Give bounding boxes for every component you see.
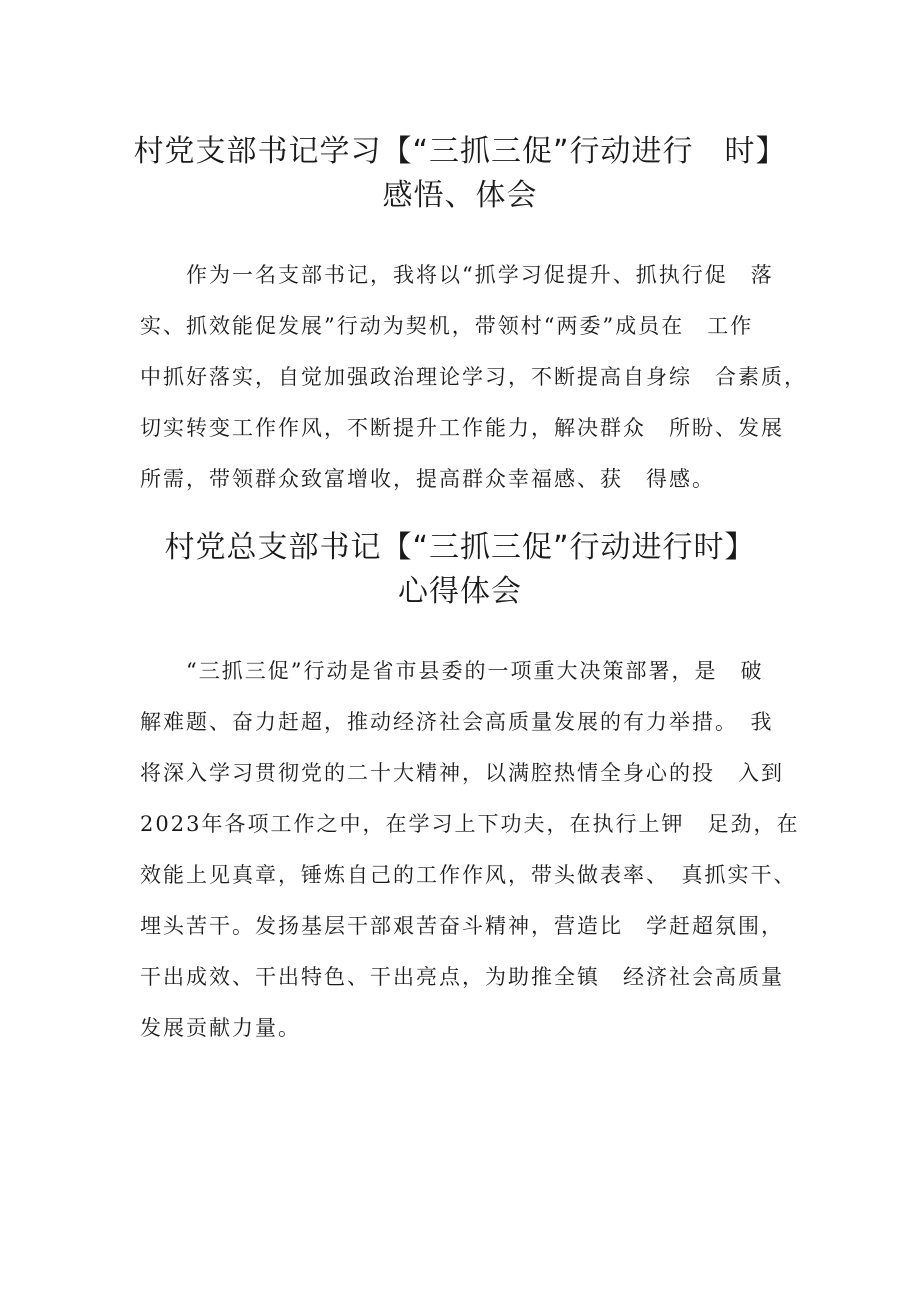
section-1-paragraph-line: 中抓好落实，自觉加强政治理论学习，不断提高自身综 合素质，	[140, 365, 807, 389]
section-2-paragraph	[140, 646, 800, 1054]
section-1-paragraph	[140, 250, 807, 505]
section-1-title-line-1: 村党支部书记学习【“三抓三促”行动进行 时】	[133, 134, 787, 169]
section-2-title-line-2: 心得体会	[398, 574, 522, 609]
section-2-paragraph-line: 效能上见真章，锤炼自己的工作作风，带头做表率、 真抓实干、	[140, 863, 797, 887]
section-1-title	[100, 130, 820, 218]
section-2-paragraph-line: “三抓三促”行动是省市县委的一项重大决策部署，是 破	[186, 659, 764, 683]
section-2-paragraph-line: 埋头苦干。发扬基层干部艰苦奋斗精神，营造比 学赶超氛围，	[140, 914, 784, 938]
section-2-paragraph-line: 干出成效、干出特色、干出亮点，为助推全镇 经济社会高质量	[140, 965, 784, 989]
section-2-paragraph-line: 发展贡献力量。	[140, 1016, 301, 1040]
section-2-paragraph-line: 解难题、奋力赶超，推动经济社会高质量发展的有力举措。 我	[140, 710, 774, 734]
section-1-paragraph-line: 实、抓效能促发展”行动为契机，带领村“两委”成员在 工作	[140, 314, 754, 338]
section-2-title-line-1: 村党总支部书记【“三抓三促”行动进行时】	[164, 530, 756, 565]
section-2-paragraph-line: 将深入学习贯彻党的二十大精神，以满腔热情全身心的投 入到	[140, 761, 784, 785]
section-1-paragraph-line: 作为一名支部书记，我将以“抓学习促提升、抓执行促 落	[186, 263, 774, 287]
section-2-title	[100, 526, 820, 614]
section-1-paragraph-line: 所需，带领群众致富增收，提高群众幸福感、获 得感。	[140, 467, 715, 491]
section-1-title-line-2: 感悟、体会	[382, 178, 538, 213]
section-2-paragraph-line: 2023年各项工作之中，在学习上下功夫，在执行上钾 足劲，在	[140, 812, 800, 836]
section-1-paragraph-line: 切实转变工作作风，不断提升工作能力，解决群众 所盼、发展	[140, 416, 784, 440]
